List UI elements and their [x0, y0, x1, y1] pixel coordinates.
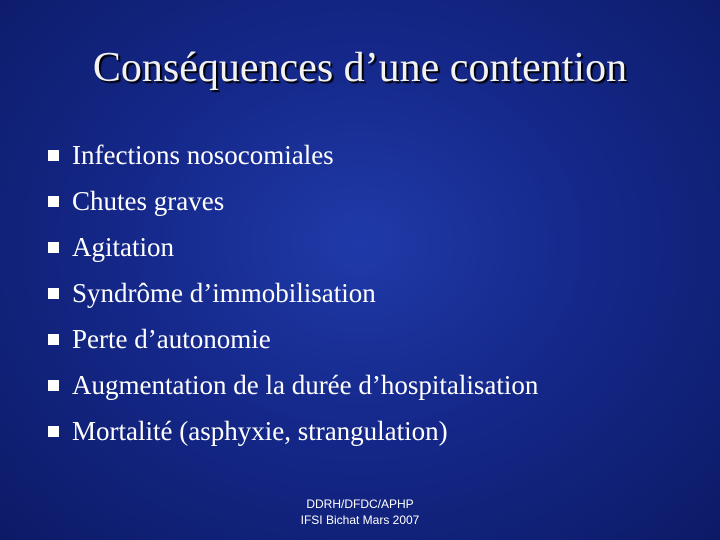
- bullet-item: [44, 316, 538, 362]
- bullet-text: Agitation: [72, 231, 174, 262]
- square-bullet-icon: [48, 150, 59, 161]
- square-bullet-icon: [48, 242, 59, 253]
- bullet-text: Perte d’autonomie: [72, 323, 271, 354]
- bullet-item: [44, 224, 538, 270]
- bullet-item: [44, 132, 538, 178]
- square-bullet-icon: [48, 426, 59, 437]
- bullet-item: [44, 270, 538, 316]
- square-bullet-icon: [48, 334, 59, 345]
- square-bullet-icon: [48, 288, 59, 299]
- footer-line-institute-date: IFSI Bichat Mars 2007: [300, 513, 420, 527]
- slide-footer: [0, 496, 720, 528]
- slide-title: Conséquences d’une contention: [92, 45, 628, 91]
- bullet-text: Syndrôme d’immobilisation: [72, 277, 376, 308]
- square-bullet-icon: [48, 196, 59, 207]
- bullet-item: [44, 362, 538, 408]
- bullet-item: [44, 178, 538, 224]
- bullet-item: [44, 408, 538, 454]
- square-bullet-icon: [48, 380, 59, 391]
- bullet-text: Mortalité (asphyxie, strangulation): [72, 415, 448, 446]
- bullet-text: Augmentation de la durée d’hospitalisation: [72, 369, 539, 400]
- bullet-list: [44, 132, 538, 454]
- footer-line-organization: DDRH/DFDC/APHP: [306, 497, 414, 511]
- bullet-text: Infections nosocomiales: [72, 139, 334, 170]
- bullet-text: Chutes graves: [72, 185, 225, 216]
